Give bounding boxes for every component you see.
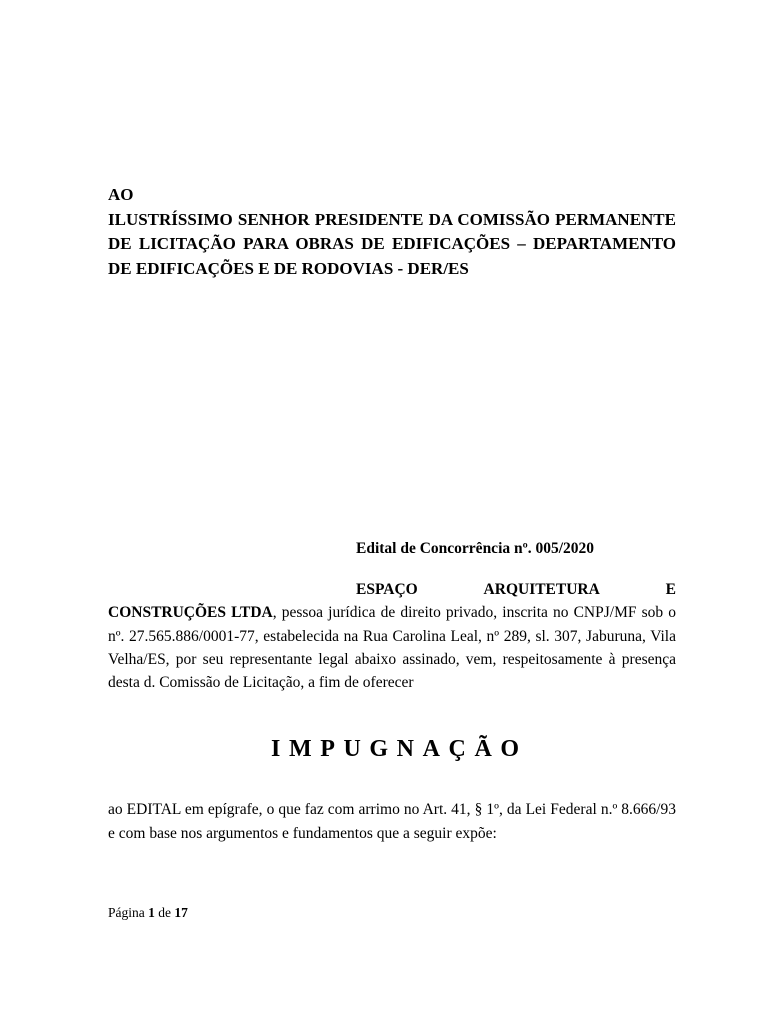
addressee-body: ILUSTRÍSSIMO SENHOR PRESIDENTE DA COMISSÃO PERMANENTE DE LICITAÇÃO PARA OBRAS DE EDIFICAÇÕES – DEPARTAMENTO DE EDIFICAÇÕES E DE RODOVIAS - DER/ES	[108, 209, 676, 278]
document-title: IMPUGNAÇÃO	[271, 736, 528, 762]
total-pages-number: 17	[174, 905, 188, 920]
page-footer	[108, 905, 188, 921]
edital-reference: Edital de Concorrência nº. 005/2020	[356, 540, 595, 557]
company-name-rest: CONSTRUÇÕES LTDA	[108, 604, 273, 622]
page-label: Página	[108, 905, 145, 920]
company-name-first-line: ESPAÇO ARQUITETURA E	[356, 581, 676, 598]
page-of-label: de	[158, 905, 171, 920]
current-page-number: 1	[148, 905, 155, 920]
company-paragraph-text: , pessoa jurídica de direito privado, inscrita no CNPJ/MF sob o nº. 27.565.886/0001-77, estabelecida na Rua Carolina Leal, nº 289, sl. 307, Jaburuna, Vila Velha/ES, por seu representante legal abaixo assinado, vem, respeitosamente à presença desta d. Comissão de Licitação, a fim de oferecer	[108, 604, 676, 692]
company-paragraph	[108, 578, 676, 694]
addressee-salutation: AO	[108, 185, 134, 204]
intro-paragraph: ao EDITAL em epígrafe, o que faz com arrimo no Art. 41, § 1º, da Lei Federal n.º 8.666/93 e com base nos argumentos e fundamentos que a seguir expõe:	[108, 801, 676, 842]
addressee-block	[108, 183, 676, 281]
